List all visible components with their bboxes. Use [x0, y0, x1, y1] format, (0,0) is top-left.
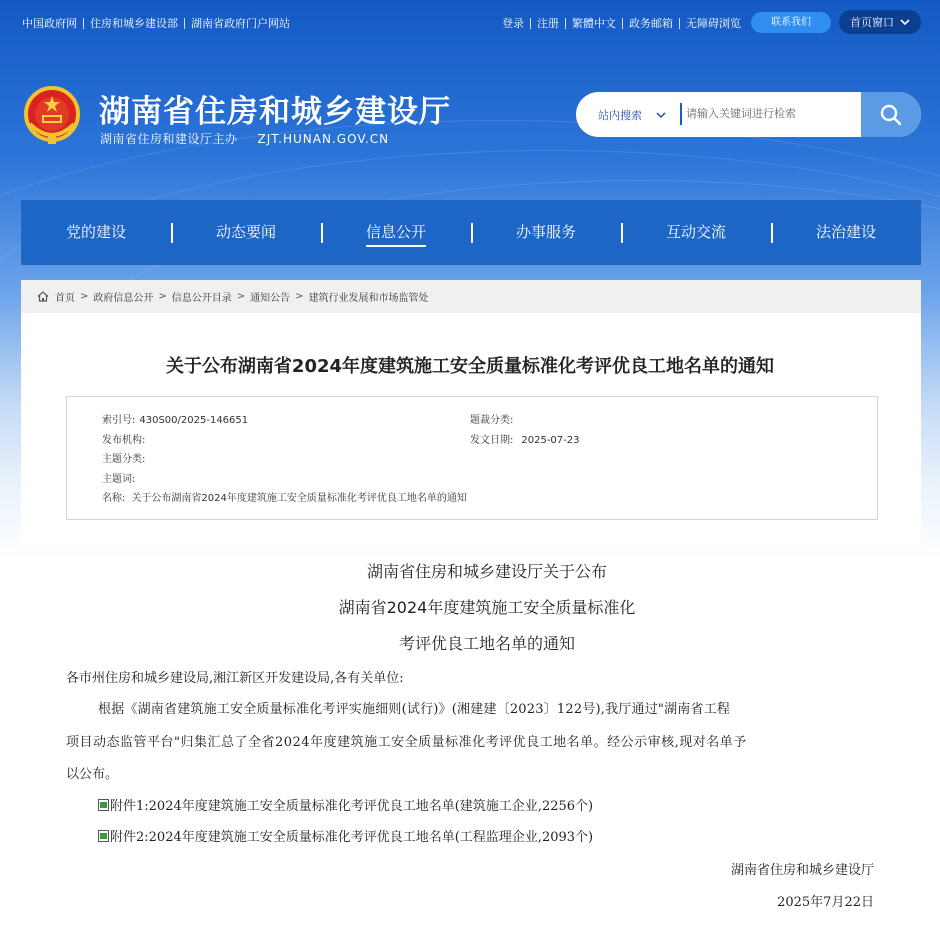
breadcrumb-gov-info[interactable]: 政府信息公开: [93, 293, 154, 304]
attachment-2[interactable]: [98, 826, 593, 845]
nav-label: 动态要闻: [215, 223, 276, 241]
meta-label: 发文日期:: [470, 435, 514, 446]
attachment-link[interactable]: 附件2:2024年度建筑施工安全质量标准化考评优良工地名单(工程监理企业,2093个): [110, 830, 594, 845]
breadcrumb-notices[interactable]: 通知公告: [250, 293, 291, 304]
top-bar: [0, 0, 940, 44]
home-icon: [37, 291, 49, 302]
heading-line-1: 湖南省住房和城乡建设厅关于公布: [366, 562, 607, 581]
nav-interaction[interactable]: [621, 200, 771, 265]
search-scope-label: 站内搜索: [598, 109, 642, 122]
user-links: [502, 15, 741, 31]
breadcrumb-home[interactable]: 首页: [55, 293, 75, 304]
site-subtitle: [100, 130, 389, 147]
site-url: ZJT.HUNAN.GOV.CN: [257, 132, 390, 146]
site-title: 湖南省住房和城乡建设厅: [99, 94, 451, 130]
login-link[interactable]: 登录: [502, 17, 524, 30]
meta-topic: [470, 411, 513, 426]
search-button[interactable]: [861, 92, 921, 137]
meta-label: 主题分类:: [102, 454, 146, 465]
home-window-label: 首页窗口: [850, 16, 894, 29]
search-icon: [880, 104, 902, 126]
nav-news[interactable]: [171, 200, 321, 265]
home-window-button[interactable]: [839, 10, 921, 34]
link-hunan-portal[interactable]: 湖南省政府门户网站: [191, 17, 290, 30]
attachment-icon: [98, 830, 109, 842]
meta-index: [102, 411, 248, 426]
nav-label: 法治建设: [815, 223, 876, 241]
search-scope-select[interactable]: [598, 107, 666, 123]
external-links: [22, 15, 290, 31]
meta-name: [102, 489, 467, 504]
attachment-1[interactable]: [98, 795, 593, 814]
meta-value: 关于公布湖南省2024年度建筑施工安全质量标准化考评优良工地名单的通知: [131, 493, 467, 504]
nav-label: 互动交流: [665, 223, 726, 241]
body-line-1: 根据《湖南省建筑施工安全质量标准化考评实施细则(试行)》(湘建建〔2023〕122号),我厅通过"湖南省工程: [98, 702, 731, 717]
breadcrumb-department[interactable]: 建筑行业发展和市场监管处: [308, 293, 429, 304]
sign-date: 2025年7月22日: [777, 895, 874, 910]
contact-us-button[interactable]: 联系我们: [751, 12, 831, 33]
nav-services[interactable]: [471, 200, 621, 265]
link-gov-cn[interactable]: 中国政府网: [22, 17, 77, 30]
meta-label: 题裁分类:: [470, 415, 514, 426]
body-line-2: 项目动态监管平台"归集汇总了全省2024年度建筑施工安全质量标准化考评优良工地名单。经公示审核,现对名单予: [66, 735, 747, 750]
national-emblem-icon: [20, 84, 84, 146]
site-sponsor: 湖南省住房和建设厅主办: [100, 132, 238, 146]
nav-rule-of-law[interactable]: [771, 200, 921, 265]
meta-keywords: [102, 470, 135, 485]
meta-org: [102, 431, 145, 446]
search-box: [576, 92, 921, 137]
accessibility-link[interactable]: 无障碍浏览: [686, 17, 741, 30]
document-metadata: [66, 396, 878, 520]
chevron-down-icon: [656, 112, 666, 119]
document-title: 关于公布湖南省2024年度建筑施工安全质量标准化考评优良工地名单的通知: [165, 356, 775, 377]
meta-value: 2025-07-23: [521, 435, 580, 446]
chevron-down-icon: [900, 19, 910, 26]
signature: 湖南省住房和城乡建设厅: [730, 863, 874, 878]
nav-label: 信息公开: [365, 223, 426, 241]
meta-subject: [102, 450, 145, 465]
attachment-icon: [98, 799, 109, 811]
breadcrumb: 首页 > 政府信息公开 > 信息公开目录 > 通知公告 > 建筑行业发展和市场监管处: [21, 280, 921, 313]
meta-label: 主题词:: [102, 474, 136, 485]
meta-label: 发布机构:: [102, 435, 146, 446]
nav-label: 办事服务: [515, 223, 576, 241]
nav-info-disclosure[interactable]: [321, 200, 471, 265]
search-input[interactable]: [686, 100, 856, 128]
link-mohurd[interactable]: 住房和城乡建设部: [90, 17, 178, 30]
meta-label: 索引号:: [102, 415, 136, 426]
nav-party-building[interactable]: [21, 200, 171, 265]
salutation: 各市州住房和城乡建设局,湘江新区开发建设局,各有关单位:: [66, 671, 404, 686]
gov-mail-link[interactable]: 政务邮箱: [629, 17, 673, 30]
heading-line-3: 考评优良工地名单的通知: [398, 634, 575, 653]
traditional-chinese-link[interactable]: 繁體中文: [572, 17, 616, 30]
register-link[interactable]: 注册: [537, 17, 559, 30]
body-line-3: 以公布。: [66, 767, 119, 782]
search-divider: [680, 103, 682, 125]
nav-label: 党的建设: [65, 223, 126, 241]
breadcrumb-catalog[interactable]: 信息公开目录: [171, 293, 232, 304]
meta-value: 430S00/2025-146651: [139, 415, 249, 426]
active-underline: [366, 245, 426, 247]
main-nav: [21, 200, 921, 265]
meta-date: [470, 431, 580, 446]
heading-line-2: 湖南省2024年度建筑施工安全质量标准化: [338, 598, 636, 617]
attachment-link[interactable]: 附件1:2024年度建筑施工安全质量标准化考评优良工地名单(建筑施工企业,2256个): [110, 799, 594, 814]
meta-label: 名称:: [102, 493, 126, 504]
